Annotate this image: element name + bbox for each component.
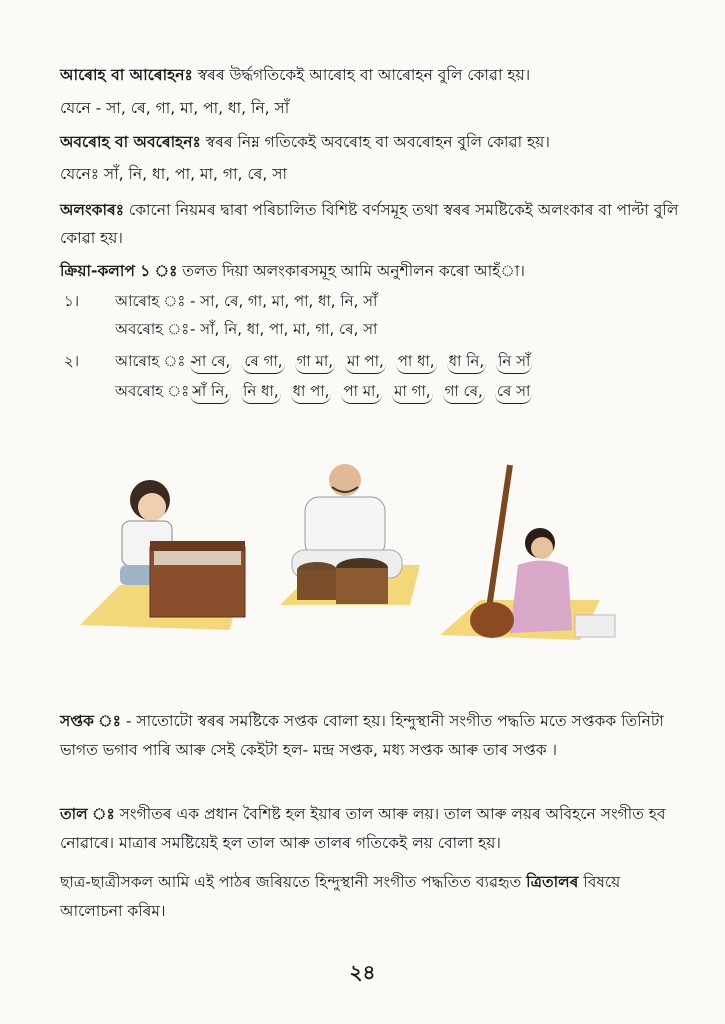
alankar-definition	[60, 196, 680, 252]
closing-paragraph	[60, 868, 680, 926]
saptak-term: সপ্তক ঃ	[60, 712, 121, 730]
aroh-pair: ধা নি,	[447, 350, 487, 374]
abroh-definition	[60, 131, 680, 153]
alankar-text: কোনো নিয়মৰ দ্বাৰা পৰিচালিত বিশিষ্ট বৰ্ণসমূহ তথা স্বৰৰ সমষ্টিকেই অলংকাৰ বা পাল্টা বুলি কোৱা হয়।	[60, 201, 679, 247]
page-number: ২৪	[349, 960, 376, 984]
sitar-player-figure	[440, 465, 615, 640]
aroh-example: যেনে - সা, ৰে, গা, মা, পা, ধা, নি, সাঁ	[60, 99, 290, 117]
closing-pre: ছাত্ৰ-ছাত্ৰীসকল আমি এই পাঠৰ জৰিয়তে হিন্দুস্থানী সংগীত পদ্ধতিত ব্যৱহৃত	[60, 873, 527, 891]
closing-post: বিষয়ে আলোচনা কৰিম।	[60, 873, 621, 920]
abroh-pair: ৰে সা	[495, 380, 533, 404]
exercise-2-abroh-label: অবৰোহ ঃ -	[115, 382, 200, 400]
closing-bold: ত্ৰিতালৰ	[526, 873, 579, 891]
aroh-pair: সা ৰে,	[190, 350, 232, 374]
musicians-illustration	[80, 455, 640, 655]
saptak-paragraph	[60, 707, 680, 765]
aroh-pair: নি সাঁ	[496, 350, 532, 374]
abroh-pair: সাঁ নি,	[190, 380, 231, 404]
aroh-pair: পা ধা,	[396, 350, 437, 374]
exercise-2-aroh-label: আৰোহ ঃ -	[115, 352, 196, 370]
exercise-2-abroh-pairs	[190, 380, 542, 404]
aroh-term: আৰোহ বা আৰোহনঃ	[60, 66, 193, 84]
harmonium-player-figure	[80, 480, 245, 630]
abroh-pair: পা মা,	[341, 380, 382, 404]
aroh-pair: মা পা,	[345, 350, 386, 374]
abroh-pair: গা ৰে,	[443, 380, 485, 404]
exercise-1-abroh-label: অবৰোহ ঃ	[115, 320, 190, 338]
abroh-example: যেনেঃ সাঁ, নি, ধা, পা, মা, গা, ৰে, সা	[60, 165, 287, 183]
taal-text: সংগীতৰ এক প্ৰধান বৈশিষ্ট হল ইয়াৰ তাল আৰু লয়। তাল আৰু লয়ৰ অবিহনে সংগীত হব নোৱাৰে। মাত্ৰাৰ সমষ্টিয়েই হল তাল আৰু তালৰ গতিকেই লয় বোলা হয়।	[60, 805, 666, 852]
aroh-pair: ৰে গা,	[242, 350, 284, 374]
abroh-term: অবৰোহ বা অবৰোহনঃ	[60, 133, 201, 151]
exercise-1-abroh-notes: - সাঁ, নি, ধা, পা, মা, গা, ৰে, সা	[190, 320, 378, 338]
taal-paragraph	[60, 800, 680, 858]
taal-term: তাল ঃ	[60, 805, 115, 823]
alankar-term: অলংকাৰঃ	[60, 201, 124, 219]
exercise-2-number: ২।	[64, 352, 80, 370]
abroh-text: স্বৰৰ নিম্ন গতিকেই অবৰোহ বা অবৰোহন বুলি কোৱা হয়।	[200, 133, 550, 151]
activity-heading	[60, 260, 680, 282]
exercise-2-aroh-pairs	[190, 350, 542, 374]
abroh-pair: মা গা,	[392, 380, 432, 404]
abroh-pair: ধা পা,	[291, 380, 332, 404]
tabla-player-figure	[280, 464, 420, 605]
abroh-pair: নি ধা,	[241, 380, 281, 404]
aroh-text: স্বৰৰ উৰ্দ্ধগতিকেই আৰোহ বা আৰোহন বুলি কোৱা হয়।	[192, 66, 531, 84]
exercise-1-number: ১।	[64, 292, 80, 310]
activity-text: তলত দিয়া অলংকাৰসমূহ আমি অনুশীলন কৰো আহঁা।	[177, 262, 525, 280]
aroh-pair: গা মা,	[295, 350, 335, 374]
activity-term: ক্ৰিয়া-কলাপ ১ ঃ	[60, 262, 178, 280]
exercise-1-aroh-label: আৰোহ ঃ	[115, 292, 186, 310]
aroh-definition	[60, 64, 680, 86]
exercise-1-aroh-notes: - সা, ৰে, গা, মা, পা, ধা, নি, সাঁ	[190, 292, 378, 310]
saptak-text: - সাতোটো স্বৰৰ সমষ্টিকে সপ্তক বোলা হয়। হিন্দুস্থানী সংগীত পদ্ধতি মতে সপ্তকক তিনিটা ভাগত ভগাব পাৰি আৰু সেই কেইটা হল- মন্দ্ৰ সপ্তক, মধ্য সপ্তক আৰু তাৰ সপ্তক ।	[60, 712, 664, 759]
